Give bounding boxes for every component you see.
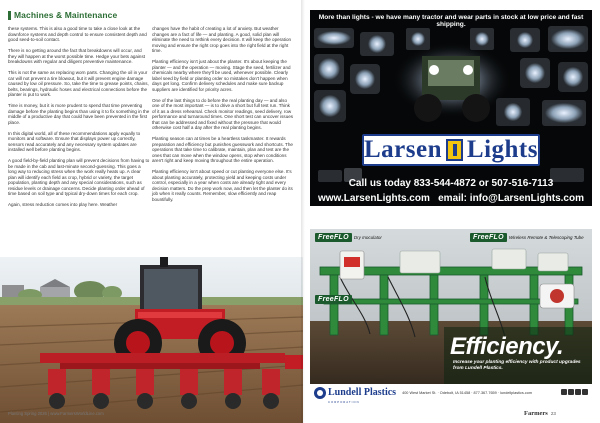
social-links [561,389,588,395]
larsen-headline: More than lights - we have many tractor and wear parts in stock at low price and fast shipping. [318,14,584,28]
lundell-contact-info[interactable]: 400 West Market St. · Odebolt, IA 51458 · 877.367.7659 · lundellplastics.com [402,390,533,395]
tractor-planter-photo [0,257,303,423]
article-column-2 [152,26,294,202]
paragraph: Planting season can at times be a heartless taskmaster. It rewards preparation and efficiency but punishes guesswork and shortcuts. The operations that take time to calibrate, maintain, plan and test are the ones that can move when the window opens, stop when conditions aren't right and keep moving throughout the entire operation. [152,136,293,163]
larsen-lights-ad[interactable] [310,10,592,206]
logo-word-right: Lights [466,136,538,163]
lundell-company-sub: CORPORATION [328,399,360,404]
paragraph: This is not the same as replacing worn parts. Changing the oil in your car will not prevent a tire blowout, but it will prevent engine damage caused by low oil pressure. So, take the time to grease points, chains, belts, bearings, hydraulic hoses and electrical connections before the planter is put to work. [8,70,149,97]
youtube-icon[interactable] [582,389,588,395]
section-header [8,10,117,20]
freeflo-caption: Dry Inoculator [353,235,382,240]
section-title: Machines & Maintenance [14,10,118,20]
planter-equipment-photo [310,229,592,401]
paragraph: In this digital world, all of these recommendations apply equally to monitors and software. Ensure that displays power up correctly, sensors read accurately and any necessary system updates are installed well before planting begins. [8,130,141,152]
lundell-logo-icon [314,387,326,399]
footer-folio [524,410,556,417]
freeflo-third-logo [315,295,352,304]
freeflo-badge: FreeFLO [315,295,352,304]
freeflo-badge: FreeFLO [470,233,507,242]
larsen-logo-icon [446,139,463,161]
right-page [303,0,600,423]
facebook-icon[interactable] [561,389,567,395]
lundell-contact-bar [310,384,592,404]
paragraph: There is no getting around the fact that breakdowns will occur, and they will happen at the worst possible time. Hedge your bets against breakdowns with regular and diligent preventive maintenance. [8,48,145,64]
article-column-1 [8,26,150,208]
larsen-email-link[interactable]: email: info@LarsenLights.com [438,193,584,204]
section-marker [8,11,11,20]
paragraph: Time is money, but it is more prudent to spend that time preventing damage before the planting begins than using it to fix something in the middle of a productive day that could have been prevented in the first place. [8,103,150,125]
footer-publication-info: Planting Spring 2026 | www.FarmersWorldLine.com [8,411,104,416]
page-gutter [301,0,305,423]
paragraph: Again, stress reduction comes into play here. Weather [8,202,118,207]
freeflo-badge: FreeFLO [315,233,352,242]
paragraph: changes have the habit of creating a lot of anxiety. But weather changes are a fact of life — and planting. A good, solid plan will eliminate the need to rethink every decision. It will keep the operation moving and ensure the right crop goes into the right field at the right time. [152,26,292,53]
lundell-plastics-ad[interactable] [310,229,592,404]
paragraph: these systems. This is also a good time to take a close look at the downforce systems and depth control to ensure consistent depth and good seed-to-soil contact. [8,26,147,42]
freeflo-remote-logo [470,233,584,242]
logo-word-left: Larsen [364,136,442,163]
magazine-name: Farmers [524,410,548,417]
lundell-headline: Efficiency. [450,333,564,360]
larsen-lights-logo [362,134,540,166]
tractor-planter-illustration [0,257,303,423]
lundell-company-name: Lundell Plastics [328,386,397,398]
larsen-website-link[interactable]: www.LarsenLights.com [318,193,430,204]
paragraph: One of the last things to do before the real planting day — and also one of the most important — is to drive a short but full test run. Think of it as a dress rehearsal. Check monitor readings, seed delivery, row performance and turnaround times. One short test can uncover issues that can be addressed and fixed without the pressure that would otherwise cost half a day after the real planting begins. [152,97,294,130]
twitter-icon[interactable] [568,389,574,395]
larsen-phone[interactable]: Call us today 833-544-4872 or 507-516-7113 [348,178,554,189]
instagram-icon[interactable] [575,389,581,395]
freeflo-caption: Wireless Remote & Telescoping Tube [508,235,584,240]
paragraph: A good field-by-field planting plan will prevent decisions from having to be made in the cab and last-minute second-guessing. This goes a long way to reducing stress when the work really heats up. A clear plan will identify each field as crop, hybrid or variety, the target population, planting depth and any special considerations, such as residue levels or drainage concerns. Decide planting order ahead of time based on soil type and typical dry-down times for each crop. [8,158,150,196]
lundell-subhead: Increase your planting efficiency with product upgrades from Lundell Plastics. [453,360,581,371]
page-number: 23 [550,411,556,416]
paragraph: Planting efficiency isn't just about the planter. It's about keeping the planter — and the operation — moving. Stage the seed, fertilizer and chemicals nearby where they'll be used, whenever possible. Clearly label seed by field or planting order so mistakes don't happen when days get long. Confirm delivery schedules and make sure backup suppliers are identified for priority acres. [152,59,291,92]
led-lights-product-collage [310,10,592,206]
freeflo-inoculator-logo [315,233,382,242]
paragraph: Planting efficiency isn't about speed or cut planting everyone else. It's about planting accurately, protecting yield and keeping costs under control, especially in a year when costs are already tight and every decision matters. Do the prep work now, and then let the planter do its job when it really counts. Remember, slow efficiently and reap bountifully. [152,169,293,202]
